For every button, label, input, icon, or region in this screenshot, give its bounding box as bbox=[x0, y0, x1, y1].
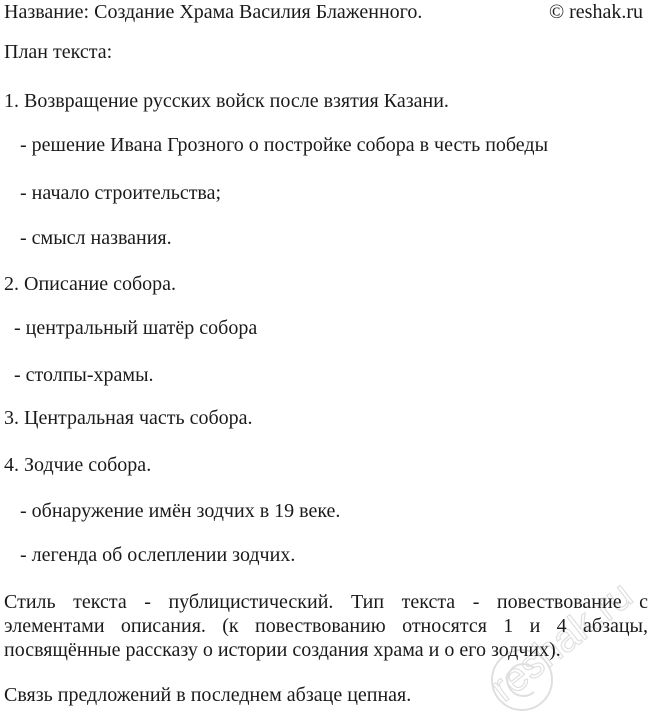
plan-item: 1. Возвращение русских войск после взятия Казани. bbox=[4, 90, 449, 112]
document-title: Название: Создание Храма Василия Блаженного. bbox=[4, 1, 423, 23]
paragraph-line: Стиль текста - публицистический. Тип текста - повествование с bbox=[4, 591, 648, 613]
plan-subitem: - начало строительства; bbox=[20, 182, 222, 204]
paragraph-line: элементами описания. (к повествованию относятся 1 и 4 абзацы, bbox=[4, 615, 648, 637]
conclusion-text: Связь предложений в последнем абзаце цепная. bbox=[4, 684, 412, 706]
plan-heading: План текста: bbox=[4, 41, 113, 63]
plan-subitem: - решение Ивана Грозного о постройке собора в честь победы bbox=[20, 134, 549, 156]
plan-subitem: - обнаружение имён зодчих в 19 веке. bbox=[20, 500, 341, 522]
plan-subitem: - смысл названия. bbox=[20, 227, 172, 249]
copyright-label: © reshak.ru bbox=[548, 1, 643, 23]
plan-item: 3. Центральная часть собора. bbox=[4, 407, 253, 429]
plan-subitem: - столпы-храмы. bbox=[14, 364, 154, 386]
watermark-text: reshak.ru bbox=[482, 572, 641, 711]
plan-item: 2. Описание собора. bbox=[4, 273, 177, 295]
plan-item: 4. Зодчие собора. bbox=[4, 454, 152, 476]
plan-subitem: - легенда об ослеплении зодчих. bbox=[20, 544, 296, 566]
paragraph-line: посвящённые рассказу о истории создания храма и о его зодчих). bbox=[4, 639, 561, 661]
plan-subitem: - центральный шатёр собора bbox=[14, 317, 258, 339]
